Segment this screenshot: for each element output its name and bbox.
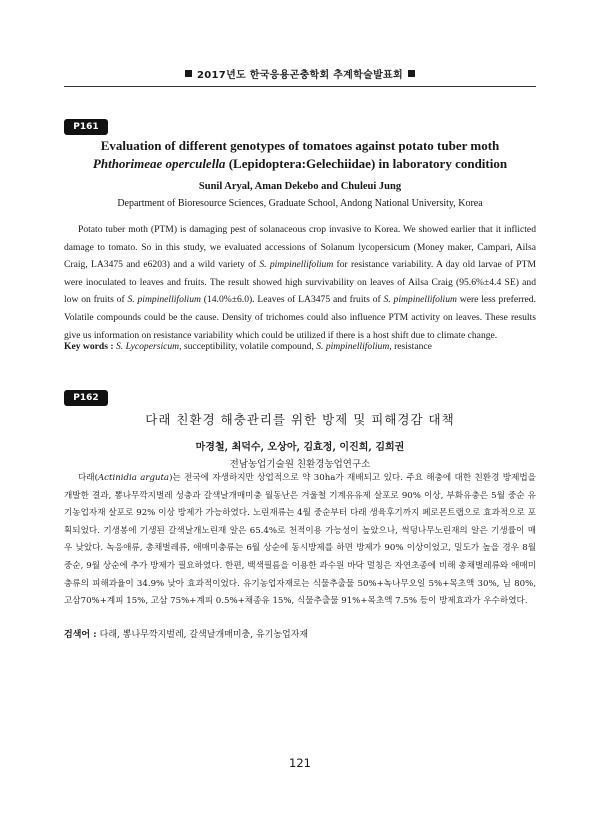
p162-authors: 마경철, 최덕수, 오상아, 김효정, 이진희, 김희권 (195, 442, 405, 453)
p161-title-line1: Evaluation of different genotypes of tomatoes against potato tuber moth (100, 138, 500, 153)
p161-title-rest: (Lepidoptera:Gelechiidae) in laboratory condition (225, 156, 508, 171)
p161-keyword-species: S. pimpinellifolium (316, 341, 390, 352)
p161-keywords-text: , resistance (389, 341, 432, 352)
p161-abstract-species: S. pimpinellifolium (127, 294, 201, 306)
p161-abstract-species: S. pimpinellifolium (383, 294, 457, 306)
p162-keywords (64, 627, 536, 640)
p161-title (64, 137, 536, 173)
p161-keyword-species: S. Lycopersicum (115, 341, 180, 352)
page-number: 121 (289, 756, 311, 770)
p162-keywords-text: 다래, 뽕나무깍지벌레, 갈색날개매미충, 유기농업자재 (99, 630, 309, 640)
p161-abstract (64, 221, 536, 344)
conference-title: 2017년도 한국응용곤충학회 추계학술발표회 (197, 70, 403, 81)
p161-abstract-text: for resistance variability. A day old larvae of PTM were inoculated to leaves and fruits. The result showed high survivability on leaves of Ailsa Craig (95.6%±4.4 SE) and low on fruits of (64, 259, 536, 306)
p162-abstract (64, 470, 536, 611)
conference-header (0, 66, 600, 81)
p162-title: 다래 친환경 해충관리를 위한 방제 및 피해경감 대책 (145, 412, 455, 427)
p162-affiliation: 전남농업기술원 친환경농업연구소 (229, 459, 371, 470)
p162-abstract-text: )는 전국에 자생하지만 상업적으로 약 30ha가 재배되고 있다. 주요 해충에 대한 친환경 방제법을 개발한 결과, 뽕나무깍지벌레 성충과 갈색날개매미충 월동난은 겨울철 기계유유제 살포로 90% 이상, 부화유충은 5월 중순 유기농업자재 살포로 92% 이상 방제가 가능하였다. 노린재류는 4월 중순부터 다래 생육후기까지 페로몬트랩으로 효과적으로 포획되었다. 기생봉에 기생된 갈색날개노린재 알은 65.4%로 천적이용 가능성이 높았으나, 썩덩나무노린재의 알은 기생률이 매우 낮았다. 녹응애류, 총채벌레류, 애매미충류는 6월 상순에 동시방제를 하면 방제가 90% 이상이었고, 밀도가 높을 경우 8월 중순, 9월 상순에 추가 방제가 필요하였다. 한편, 백색필름을 이용한 과수원 바닥 멀칭은 자연초종에 비해 총채벌레류와 애매미충류의 피해과율이 34.9% 낮아 효과적이었다. 유기농업자재로는 식물추출물 50%+녹나무오일 5%+목초액 30%, 님 80%, 고삼70%+계피 15%, 고삼 75%+계피 0.5%+채종유 15%, 식물추출물 91%+목초액 7.5% 등이 방제효과가 우수하였다. (64, 473, 536, 607)
p161-affiliation: Department of Bioresource Sciences, Graduate School, Andong National University, Korea (117, 198, 483, 209)
abstract-tag-p161: P161 (64, 119, 108, 135)
p161-abstract-text: (14.0%±6.0). Leaves of LA3475 and fruits of (200, 294, 384, 306)
p161-authors: Sunil Aryal, Aman Dekebo and Chuleui Jung (198, 181, 402, 192)
abstract-tag-p162: P162 (64, 390, 108, 406)
p161-title-line2 (64, 155, 536, 173)
p161-abstract-text: Potato tuber moth (PTM) is damaging pest of solanaceous crop invasive to Korea. We showed earlier that it inflicted damage to tomato. So in this study, we evaluated accessions of Solanum lycopersicum (Money maker, Campari, Ailsa Craig, LA3475 and e6203) and a wild variety of (64, 224, 536, 271)
square-bullet-icon (185, 70, 192, 77)
header-rule (64, 86, 536, 87)
p161-title-species: Phthorimeae operculella (92, 156, 226, 171)
square-bullet-icon (408, 70, 415, 77)
p162-abstract-species: Actinidia arguta (97, 473, 170, 483)
p162-keywords-label: 검색어 : (64, 630, 100, 640)
p161-keywords-label: Key words : (64, 341, 116, 352)
p161-abstract-species: S. pimpinellifolium (259, 259, 334, 271)
p161-abstract-text: were less preferred. Volatile compounds could be the cause. Density of trichomes could also influence PTM activity on leaves. These results give us information on resistance variability which could be utilized if there is a host shift due to climate change. (64, 294, 536, 341)
p162-abstract-text: 다래( (78, 473, 98, 483)
p161-keywords-text: , succeptibility, volatile compound, (179, 341, 317, 352)
p161-keywords (64, 341, 536, 352)
